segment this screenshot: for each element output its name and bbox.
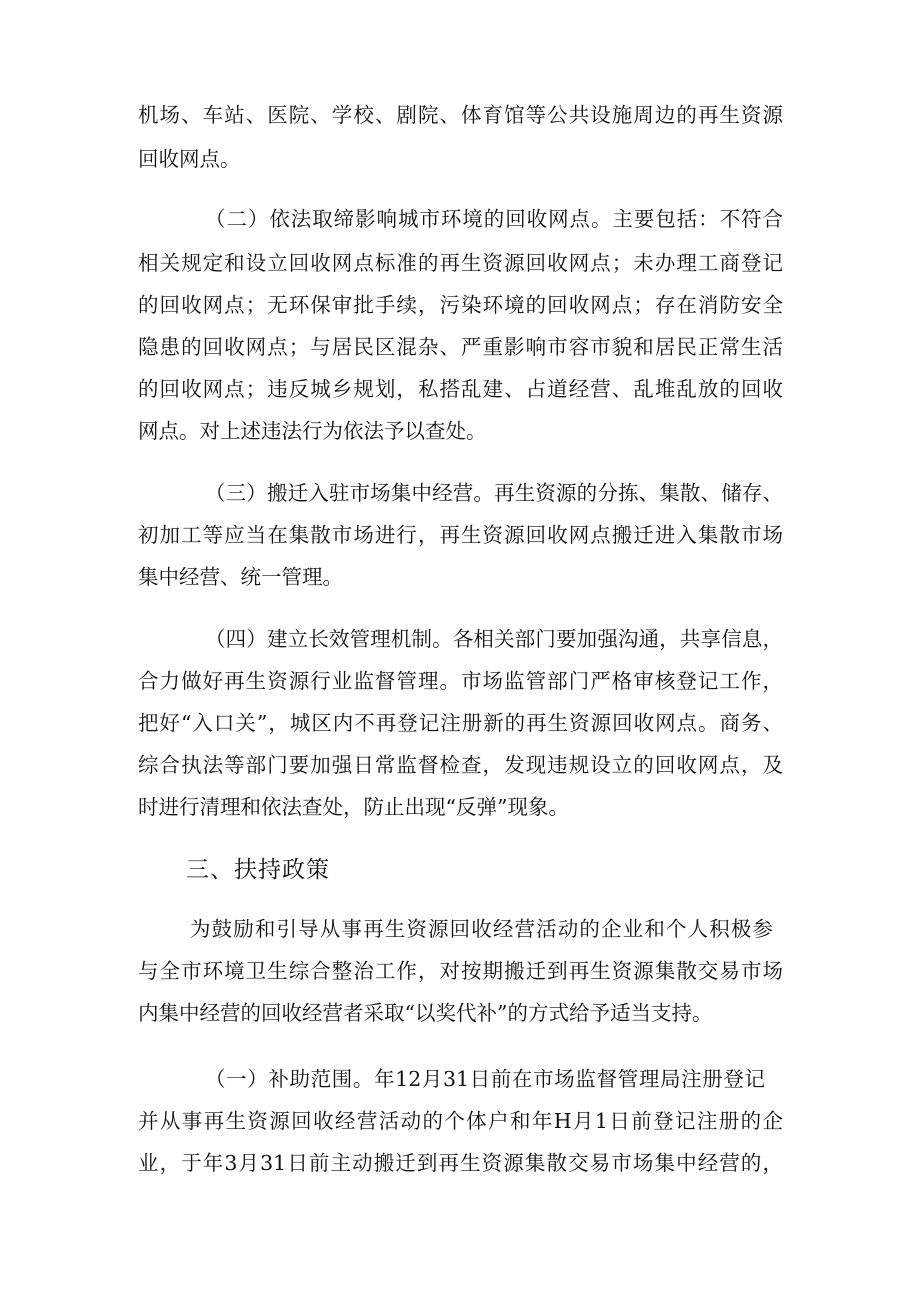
paragraph-2-line-2: 相关规定和设立回收网点标准的再生资源回收网点；未办理工商登记 <box>138 251 783 275</box>
paragraph-3-line-1: （三）搬迁入驻市场集中经营。再生资源的分拣、集散、储存、 <box>205 481 783 505</box>
paragraph-6-line-2: 并从事再生资源回收经营活动的个体户和年H月1日前登记注册的企 <box>138 1109 783 1133</box>
paragraph-6-line-3: 业，于年3月31日前主动搬迁到再生资源集散交易市场集中经营的， <box>138 1151 783 1175</box>
paragraph-5-line-2: 与全市环境卫生综合整治工作，对按期搬迁到再生资源集散交易市场 <box>138 959 783 983</box>
paragraph-6-line-1: （一）补助范围。年12月31日前在市场监督管理局注册登记 <box>205 1067 765 1091</box>
paragraph-5-line-1: 为鼓励和引导从事再生资源回收经营活动的企业和个人积极参 <box>190 917 773 941</box>
paragraph-4-line-2: 合力做好再生资源行业监督管理。市场监管部门严格审核登记工作， <box>138 669 783 693</box>
paragraph-2-line-6: 网点。对上述违法行为依法予以查处。 <box>138 419 487 443</box>
paragraph-1-line-2: 回收网点。 <box>138 147 241 171</box>
paragraph-3-line-2: 初加工等应当在集散市场进行，再生资源回收网点搬迁进入集散市场 <box>138 523 783 547</box>
section-heading: 三、扶持政策 <box>186 857 330 883</box>
paragraph-2-line-3: 的回收网点；无环保审批手续，污染环境的回收网点；存在消防安全 <box>138 293 783 317</box>
paragraph-1-line-1: 机场、车站、医院、学校、剧院、体育馆等公共设施周边的再生资源 <box>138 103 783 127</box>
paragraph-2-line-4: 隐患的回收网点；与居民区混杂、严重影响市容市貌和居民正常生活 <box>138 335 783 359</box>
paragraph-3-line-3: 集中经营、统一管理。 <box>138 565 343 589</box>
paragraph-5-line-3: 内集中经营的回收经营者采取“以奖代补”的方式给予适当支持。 <box>138 1001 713 1025</box>
paragraph-4-line-5: 时进行清理和依法查处，防止出现“反弹”现象。 <box>138 795 569 819</box>
paragraph-2-line-1: （二）依法取缔影响城市环境的回收网点。主要包括：不符合 <box>205 207 783 231</box>
paragraph-2-line-5: 的回收网点；违反城乡规划，私搭乱建、占道经营、乱堆乱放的回收 <box>138 377 783 401</box>
paragraph-4-line-1: （四）建立长效管理机制。各相关部门要加强沟通，共享信息， <box>205 627 783 651</box>
paragraph-4-line-3: 把好“入口关”，城区内不再登记注册新的再生资源回收网点。商务、 <box>138 711 783 735</box>
paragraph-4-line-4: 综合执法等部门要加强日常监督检查，发现违规设立的回收网点，及 <box>138 753 783 777</box>
